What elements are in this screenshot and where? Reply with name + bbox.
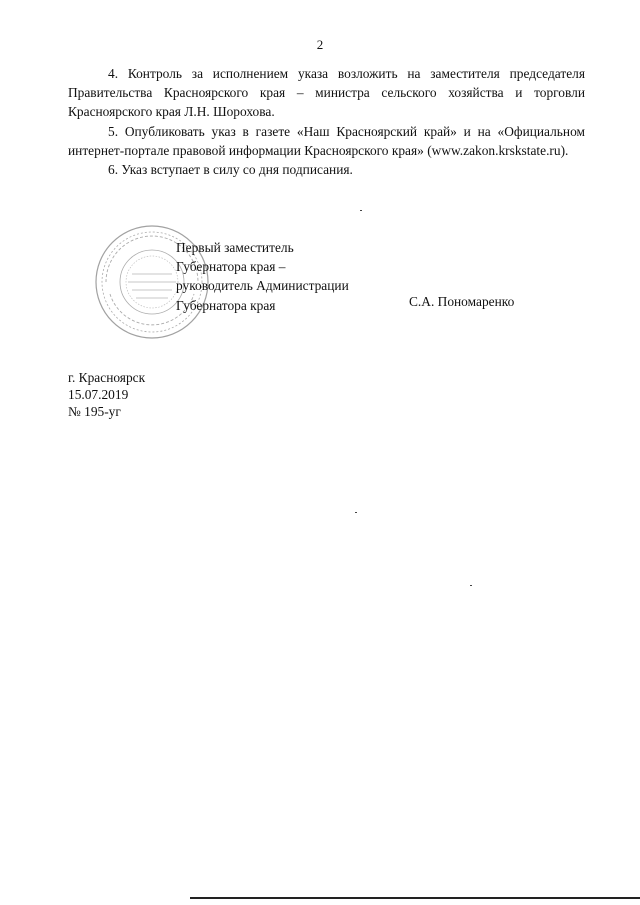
footer-date: 15.07.2019 [68,387,129,402]
paragraph-publish: 5. Опубликовать указ в газете «Наш Красноярский край» и на «Официальном интернет-портале правовой информации Красноярского края» (www.zakon.krskstate.ru). [68,123,585,158]
page-number: 2 [316,37,324,52]
signature-title-line: Губернатора края [176,297,276,313]
paragraph-effective: 6. Указ вступает в силу со дня подписания. [108,162,353,178]
paragraph-control: 4. Контроль за исполнением указа возложить на заместителя председателя Правительства Красноярского края – министра сельского хозяйства и торговли Красноярского края Л.Н. Шорохова. [68,66,585,120]
signature-title-line: Губернатора края – [176,259,286,275]
signatory-name: С.А. Пономаренко [409,294,515,309]
signature-title-line: руководитель Администрации [176,278,349,294]
decree-footer [68,369,145,420]
signature-title [176,238,349,315]
scan-speck [355,512,357,513]
footer-number: № 195-уг [68,404,121,419]
scan-edge-line [190,897,640,899]
footer-city: г. Красноярск [68,370,146,385]
scan-speck [470,585,472,586]
decree-body [68,64,585,179]
signature-title-line: Первый заместитель [176,240,294,255]
scan-speck [360,210,362,211]
